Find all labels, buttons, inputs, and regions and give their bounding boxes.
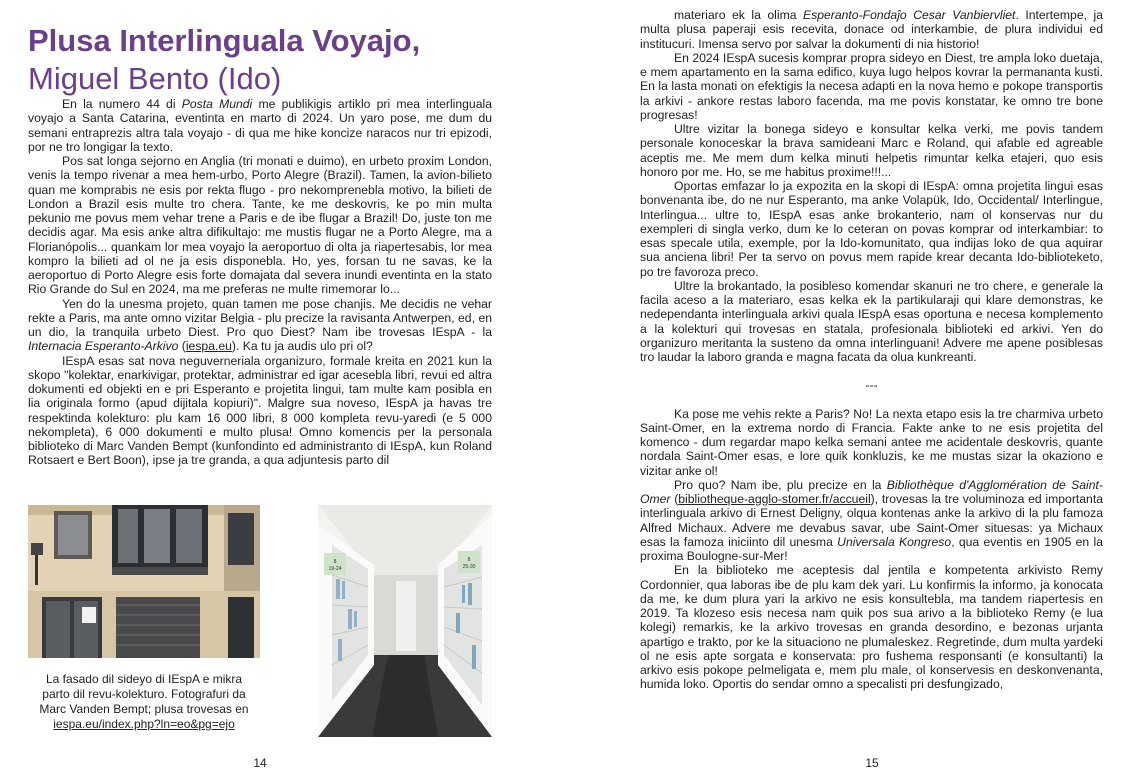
paragraph: Yen do la unesma projeto, quan tamen me pose chanjis. Me decidis ne vehar rekte a Paris, ma ante omno vizitar Belgia - plu precize la ravisanta Antwerpen, ed, en un dio, la tranquila urbeto Diest. Pro quo Diest? Nam ibe trovesas IEspA - la Internacia Esperanto-Arkivo (iespa.eu). Ka tu ja audis ulo pri ol? (28, 296, 492, 354)
svg-text:25-30: 25-30 (462, 564, 476, 570)
article-author: Miguel Bento (Ido) (28, 61, 282, 96)
left-page (0, 0, 560, 770)
section-separator: --- (865, 378, 878, 393)
page-number-left: 14 (253, 756, 267, 770)
italic-text: Internacia Esperanto-Arkivo (28, 339, 179, 354)
caption-link[interactable]: iespa.eu/index.php?ln=eo&pg=ejo (53, 717, 235, 731)
svg-text:19-24: 19-24 (328, 566, 342, 572)
paragraph: Ultre vizitar la bonega sideyo e konsultar kelka verki, me povis tandem personale konoceskar la brava samideani Marc e Roland, qui afable ed agreable aceptis me. Me mem dum kelka minuti helpetis rimuntar kelka etajeri, quo esis honoro por me. Ho, se me habitus proxime!!!... (640, 122, 1103, 179)
right-body-text (640, 8, 1103, 692)
right-page (583, 0, 1143, 770)
shelf-label-right: 8 (467, 557, 471, 563)
italic-text: Posta Mundi (181, 97, 253, 111)
paragraph: Pro quo? Nam ibe, plu precize en la Bibliothèque d'Agglomération de Saint-Omer (bibliotheque-agglo-stomer.fr/accueil), trovesas la tre voluminoza ed importanta interlinguala arkivo di Ernest Deligny, olqua kontenas anke la arkivo di la plu famoza Alfred Michaux. Advere me devabus savar, ube Saint-Omer situesas: ya Michaux esas la famoza iniciinto dil unesma Universala Kongreso, qua eventis en 1905 en la proxima Boulogne-sur-Mer! (640, 477, 1103, 563)
caption-line: Marc Vanden Bempt; plusa trovesas en (39, 702, 249, 716)
shelf-label-left: 8 (333, 559, 337, 565)
paragraph: Oportas emfazar lo ja expozita en la skopi di IEspA: omna projetita lingui esas bonvenanta ibe, do ne nur Esperanto, ma anke Volapük, Ido, Occidental/ Interlingue, Interlingua... ultre to, IEspA esas anke brokanterio, nam ol konservas nur du exempleri di singla verko, dum ke lo ceteran on povas komprar od interkambiar: to esas specale utila, exemple, por la Ido-komunitato, qua indijas loko de qua aquirar sua anciena libri! Per ta servo on povus mem rapide krear decanta Ido-biblioteketo, po tre favoroza preco. (640, 179, 1103, 279)
paragraph: IEspA esas sat nova neguverneriala organizuro, formale kreita en 2021 kun la skopo "kolektar, enarkivigar, protektar, administrar ed igar acesebla libri, revui ed altra dokumenti ed objekti en e pri Esperanto e projetita lingui, tam multe kam posibla en lia originala formo (apud dijitala kopiuri)". Malgre sua noveso, IEspA ja havas tre respektinda kolekturo: plu kam 16 000 libri, 8 000 kompleta revu-yaredi (e 5 000 nekompleta), 6 000 dokumenti e multo plusa! Omno komencis per la personala biblioteko di Marc Vanden Bempt (kunfondinto ed administranto di IEspA, kun Roland Rotsaert e Bert Boon), ipse ja tre granda, a qua adjuntesis parto dil (28, 353, 492, 468)
italic-text: Universala Kongreso (837, 534, 952, 549)
article-title: Plusa Interlinguala Voyajo, (28, 23, 421, 58)
page-number-right: 15 (865, 756, 879, 770)
paragraph: Ka pose me vehis rekte a Paris? No! La nexta etapo esis la tre charmiva urbeto Saint-Omer, en la extrema nordo di Francia. Fakte anke to ne esis projetita del komenco - dum regardar mapo kelka semani antee me acidentale deskovris, quante nordala Saint-Omer esas, e lore quik konkluzis, ke me mustas sizar la okaziono e vizitar anke ol! (640, 406, 1103, 478)
link-text[interactable]: bibliotheque-agglo-stomer.fr/accueil (678, 492, 871, 506)
right-top-paragraphs (640, 8, 1103, 364)
paragraph: En la numero 44 di Posta Mundi me publikigis artiklo pri mea interlinguala voyajo a Santa Catarina, eventinta en marto di 2024. Un yaro pose, me dum du semani entraprezis altra tala voyajo - di qua me hike koncize naracos nur tri epizodi, por ne tro longigar la texto. (28, 97, 492, 154)
link-text[interactable]: iespa.eu (185, 339, 232, 354)
paragraph: En 2024 IEspA sucesis komprar propra sideyo en Diest, tre ampla loko duetaja, e mem apartamento en la sama edifico, kuya lugo helpos kovrar la permananta kusti. En la lasta monati on efektigis la necesa adapti en la nova hemo e pokope transportis la arkivi - ankore restas laboro facenda, ma me povis konstatar, ke omno tre bone progresas! (640, 50, 1103, 122)
caption-line: parto dil revu-kolekturo. Fotografuri da (42, 687, 246, 701)
italic-text: Bibliothèque d'Agglomération de Saint-Omer (640, 477, 1103, 506)
left-body-text (28, 97, 492, 468)
archive-shelves-photo (318, 505, 492, 737)
paragraph: Ultre la brokantado, la posibleso komendar skanuri ne tro chere, e generale la facila aceso a la materiaro, esas kelka ek la partikularaji qui klare demonstras, ke nedependanta interlinguala arkivi quala IEspA esas oportuna e necesa komplemento a la kolekturi qui trovesas en statala, profesionala biblioteki ed arkivi. Yen do organizuro meritanta la susteno da omna interlinguani! Advere me apene posiblesas tro laudar la laboro granda e magna facata da olua kunkreanti. (640, 278, 1103, 364)
paragraph: En la biblioteko me aceptesis dal jentila e kompetenta arkivisto Remy Cordonnier, qua laboras ibe de plu kam dek yari. Lu konfirmis la informo, ja konocata da me, ke dum plura yari la arkivo ne esis konsultebla, ma tandem riapertesis en 2019. Ta klozeso esis necesa nam quik pos sua arivo a la biblioteko Remy (e lua kolegi) remarkis, ke la arkivo trovesas en granda desordino, e bezonas urjanta apartigo e trakto, por ke la situaciono ne plumaleskez. Regretinde, dum multa yardeki ol ne esis apte sorgata e konservata: pro fushema responsanti (e konsultanti) la arkivo esis pokope pelmeligata e, mem plu male, ol konservesis en deskonvenanta, humida loko. Oportis do sendar omno a specalisti pri desfungizado, (640, 563, 1103, 692)
right-bottom-paragraphs (640, 407, 1103, 692)
paragraph: Pos sat longa sejorno en Anglia (tri monati e duimo), en urbeto proxim London, venis la tempo rivenar a mea hem-urbo, Porto Alegre (Brazil). Tamen, la avion-bilieto quan me komprabis ne esis por rekta flugo - pro nekomprenebla motivo, la bilieti de London a Brazil esis multe tro chera. Tante, ke me deskovris, ke po min multa pekunio me povus mem vehar trene a Paris e de ibe flugar a Brazil! Do, juste ton me decidis agar. Ma esis anke altra difikultajo: me mustis flugar ne a Porto Alegre, ma a Florianópolis... quankam lor mea voyajo la aeroportuo di olta ja riapertesabis, lor mea kompro la bilieti ad ol ne ja esis disponebla. Ho, yes, forsan tu ne savas, ke la aeroportuo di Porto Alegre esis forte domajata dal severa inundi eventinta en la stato Rio Grande do Sul en 2024, ma me preferas ne multe rimemorar lo... (28, 154, 492, 297)
italic-text: Esperanto-Fondaĵo Cesar Vanbiervliet (803, 8, 1016, 22)
building-facade-photo (28, 505, 260, 658)
photo-caption (28, 672, 260, 732)
paragraph: materiaro ek la olima Esperanto-Fondaĵo Cesar Vanbiervliet. Intertempe, ja multa plusa paperaji esis recevita, donace od interkambie, de plura individui ed institucuri. Imensa servo por salvar la dokumenti di nia historio! (640, 8, 1103, 51)
caption-line: La fasado dil sideyo di IEspA e mikra (45, 672, 243, 686)
